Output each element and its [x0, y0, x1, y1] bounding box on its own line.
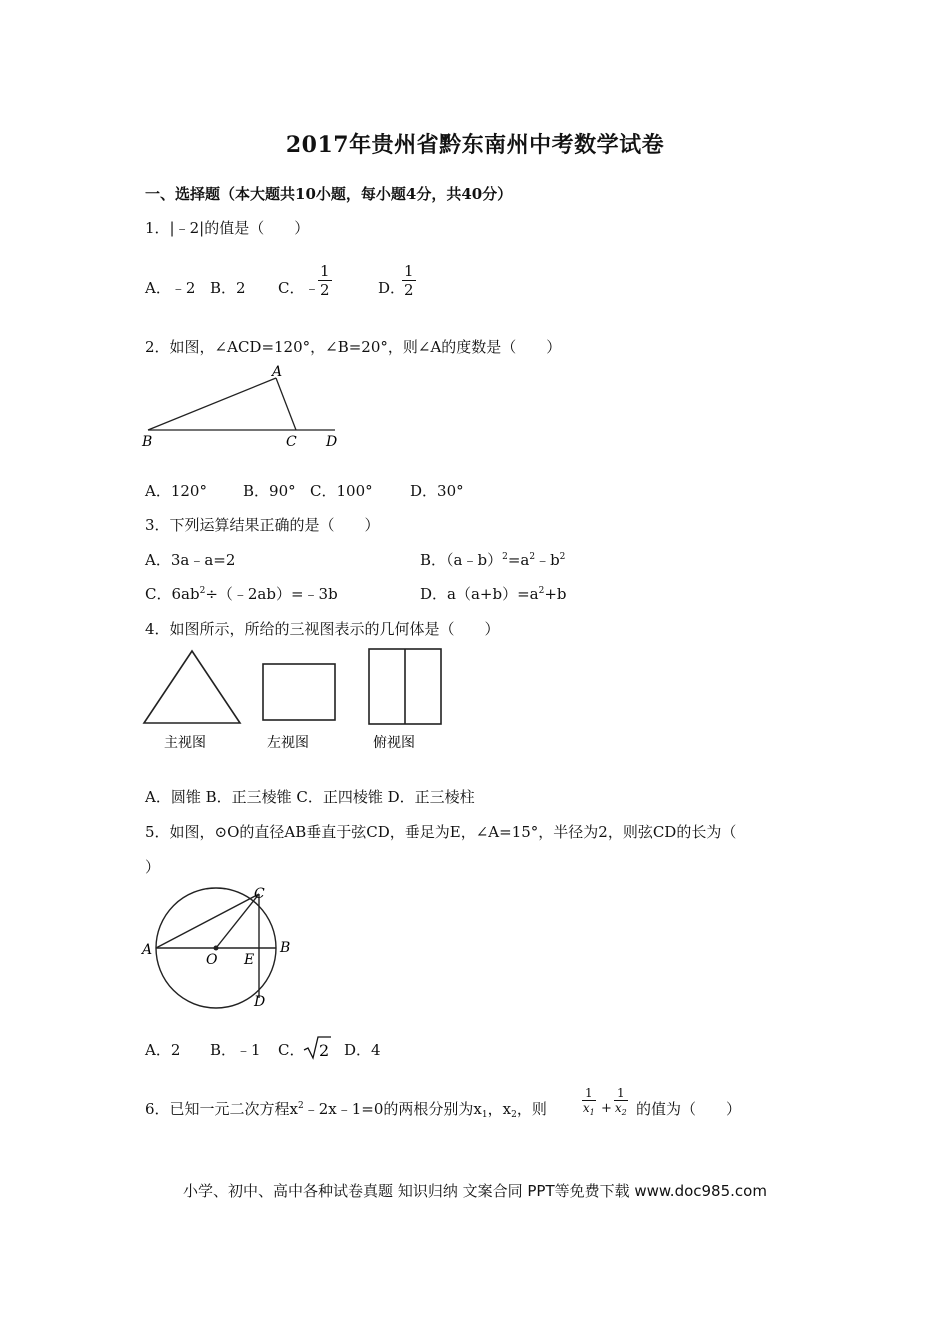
q1-option-b: B．2	[210, 279, 246, 297]
variable: x	[614, 1101, 622, 1115]
q2-option-d: D．30°	[410, 482, 464, 500]
sqrt-radicand: 2	[319, 1041, 330, 1060]
fraction-denominator: 2	[404, 281, 414, 299]
triangle-figure	[140, 362, 345, 452]
text-part: ﹣2x﹣1=0的两根分别为x	[303, 1100, 482, 1118]
text-part: 6．已知一元二次方程x	[145, 1100, 299, 1118]
text-part: ，则	[516, 1100, 547, 1118]
text-part: C．6ab	[145, 585, 200, 603]
q3-option-a: A．3a﹣a=2	[145, 551, 236, 569]
text-part: ÷（﹣2ab）=﹣3b	[205, 585, 338, 603]
q5-option-a: A．2	[145, 1041, 181, 1059]
three-views-figure	[140, 645, 450, 755]
variable: x	[582, 1101, 590, 1115]
front-view-label: 主视图	[164, 735, 206, 751]
question-1-stem: 1．|﹣2|的值是（ ）	[145, 219, 310, 237]
q4-options: A．圆锥 B．正三棱锥 C．正四棱锥 D．正三棱柱	[145, 788, 475, 806]
text-part: B．（a﹣b）	[420, 551, 503, 569]
circle-figure	[140, 884, 300, 1012]
superscript: 2	[529, 552, 536, 562]
text-part: D．a（a+b）=a	[420, 585, 539, 603]
label-o: O	[206, 952, 218, 968]
superscript: 2	[502, 552, 508, 562]
q1-option-c-fraction	[318, 262, 332, 299]
q3-option-b	[420, 550, 565, 570]
q1-option-a: A．﹣2	[145, 279, 196, 297]
fraction-numerator: 1	[404, 262, 414, 280]
superscript: 2	[559, 552, 566, 562]
question-3-stem: 3．下列运算结果正确的是（ ）	[145, 516, 380, 534]
fraction-denominator	[582, 1101, 596, 1115]
question-5-stem: 5．如图，⊙O的直径AB垂直于弦CD，垂足为E，∠A=15°，半径为2，则弦CD的长为（	[145, 823, 737, 841]
q1-option-d-fraction	[402, 262, 416, 299]
question-5-stem-end: ）	[145, 858, 161, 876]
superscript: 2	[199, 586, 206, 596]
text-part: +b	[544, 585, 567, 603]
text-part: ，x	[487, 1100, 512, 1118]
section-heading: 一、选择题（本大题共10小题，每小题4分，共40分）	[145, 185, 513, 203]
superscript: 2	[538, 586, 545, 596]
text-part: ﹣b	[535, 551, 560, 569]
plus-sign: +	[601, 1101, 612, 1116]
q3-option-d	[420, 584, 567, 604]
fraction-numerator: 1	[320, 262, 330, 280]
q2-option-a: A．120°	[145, 482, 207, 500]
page-footer: 小学、初中、高中各种试卷真题 知识归纳 文案合同 PPT等免费下载 www.doc985.com	[183, 1182, 767, 1200]
fraction-denominator	[614, 1101, 628, 1115]
label-d: D	[254, 994, 266, 1010]
q3-option-c	[145, 584, 338, 604]
question-2-stem: 2．如图，∠ACD=120°，∠B=20°，则∠A的度数是（ ）	[145, 338, 562, 356]
top-view-label: 俯视图	[373, 735, 415, 751]
label-b: B	[142, 434, 153, 450]
fraction-1-over-x2	[614, 1086, 628, 1115]
question-6-stem-part1	[145, 1099, 547, 1119]
q5-option-b: B．﹣1	[210, 1041, 261, 1059]
subscript: 2	[511, 1110, 517, 1120]
fraction-numerator: 1	[614, 1086, 628, 1101]
text-part: =a	[507, 551, 530, 569]
label-b: B	[280, 940, 291, 956]
q2-option-c: C．100°	[310, 482, 373, 500]
subscript: 1	[481, 1110, 488, 1120]
fraction-numerator: 1	[582, 1086, 596, 1101]
label-c: C	[254, 886, 265, 902]
subscript: 2	[621, 1108, 627, 1117]
q2-option-b: B．90°	[243, 482, 296, 500]
superscript: 2	[298, 1101, 304, 1111]
question-6-stem-tail: 的值为（ ）	[636, 1100, 742, 1118]
left-view-label: 左视图	[267, 735, 309, 751]
fraction-denominator: 2	[320, 281, 330, 299]
fraction-1-over-x1	[582, 1086, 596, 1115]
page-title: 2017年贵州省黔东南州中考数学试卷	[285, 132, 665, 158]
q1-option-d: D．	[378, 279, 406, 297]
subscript: 1	[589, 1108, 595, 1117]
q1-option-c: C．﹣	[278, 279, 320, 297]
label-a: A	[272, 364, 283, 380]
label-a: A	[142, 942, 153, 958]
q5-option-d: D．4	[344, 1041, 381, 1059]
sqrt-symbol	[302, 1034, 332, 1062]
label-c: C	[286, 434, 297, 450]
question-4-stem: 4．如图所示，所给的三视图表示的几何体是（ ）	[145, 620, 500, 638]
label-d: D	[326, 434, 338, 450]
label-e: E	[244, 952, 255, 968]
q5-option-c: C．	[278, 1041, 305, 1059]
